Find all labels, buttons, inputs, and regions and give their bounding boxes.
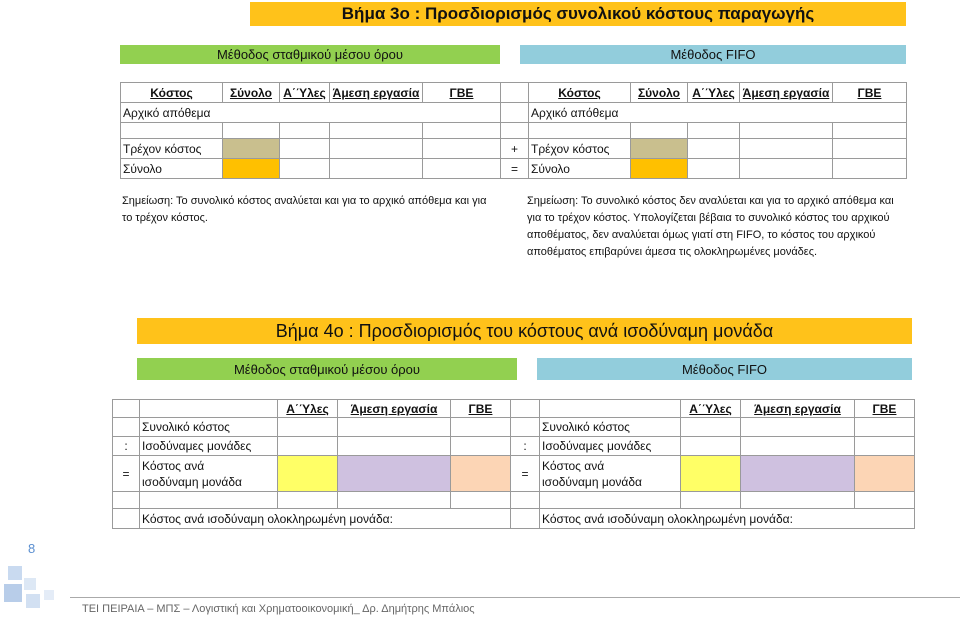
step4-equiv-units-row xyxy=(113,437,915,456)
spacer-cell xyxy=(501,103,529,123)
overhead-unit-cost-cell xyxy=(451,456,511,492)
divide-operator: : xyxy=(113,437,140,456)
equals-operator: = xyxy=(113,456,140,492)
step3-title: Βήμα 3ο : Προσδιορισμός συνολικού κόστους παραγωγής xyxy=(250,2,906,26)
header-total: Σύνολο xyxy=(223,83,280,103)
header-direct-labor-fifo: Άμεση εργασία xyxy=(740,83,833,103)
step4-fifo-method-header: Μέθοδος FIFO xyxy=(537,358,912,380)
equals-operator-fifo: = xyxy=(511,456,540,492)
opening-inventory-label: Αρχικό απόθεμα xyxy=(121,103,501,123)
materials-unit-cost-cell xyxy=(278,456,338,492)
step3-cost-table xyxy=(120,82,907,179)
header-total-fifo: Σύνολο xyxy=(631,83,688,103)
equiv-units-label-fifo: Ισοδύναμες μονάδες xyxy=(540,437,681,456)
header-materials: Α΄Ύλες xyxy=(278,400,338,418)
labor-unit-cost-cell xyxy=(338,456,451,492)
current-cost-total-cell xyxy=(223,139,280,159)
footer-divider xyxy=(70,597,960,598)
cost-per-unit-label: Κόστος ανά ισοδύναμη μονάδα xyxy=(140,456,278,492)
step3-current-row xyxy=(121,139,907,159)
step3-note-avg: Σημείωση: Το συνολικό κόστος αναλύεται και για το αρχικό απόθεμα και για το τρέχον κόστος. xyxy=(122,195,487,224)
header-materials: Α΄Ύλες xyxy=(280,83,330,103)
step4-cost-per-unit-row xyxy=(113,456,915,492)
completed-unit-cost-label-fifo: Κόστος ανά ισοδύναμη ολοκληρωμένη μονάδα: xyxy=(540,509,915,529)
labor-unit-cost-cell-fifo xyxy=(741,456,855,492)
footer-text: ΤΕΙ ΠΕΙΡΑΙΑ – ΜΠΣ – Λογιστική και Χρηματοοικονομική_ Δρ. Δημήτρης Μπάλιος xyxy=(82,603,475,615)
step4-total-cost-row xyxy=(113,418,915,437)
equiv-units-label: Ισοδύναμες μονάδες xyxy=(140,437,278,456)
total-label-fifo: Σύνολο xyxy=(529,159,631,179)
header-cost-fifo: Κόστος xyxy=(529,83,631,103)
materials-unit-cost-cell-fifo xyxy=(681,456,741,492)
step3-header-row xyxy=(121,83,907,103)
header-overhead-fifo: ΓΒΕ xyxy=(833,83,907,103)
total-cost-label: Συνολικό κόστος xyxy=(140,418,278,437)
page-number: 8 xyxy=(28,541,36,556)
step4-blank-row xyxy=(113,492,915,509)
divide-operator-fifo: : xyxy=(511,437,540,456)
header-cost: Κόστος xyxy=(121,83,223,103)
step4-title: Βήμα 4ο : Προσδιορισμός του κόστους ανά ισοδύναμη μονάδα xyxy=(137,318,912,344)
step3-fifo-method-header: Μέθοδος FIFO xyxy=(520,45,906,64)
step3-avg-method-header: Μέθοδος σταθμικού μέσου όρου xyxy=(120,45,500,64)
header-overhead-fifo: ΓΒΕ xyxy=(855,400,915,418)
overhead-unit-cost-cell-fifo xyxy=(855,456,915,492)
equals-operator: = xyxy=(501,159,529,179)
header-materials-fifo: Α΄Ύλες xyxy=(688,83,740,103)
cost-per-unit-label-fifo: Κόστος ανά ισοδύναμη μονάδα xyxy=(540,456,681,492)
header-direct-labor: Άμεση εργασία xyxy=(330,83,423,103)
step4-header-row xyxy=(113,400,915,418)
step4-unit-cost-table xyxy=(112,399,915,529)
total-cell xyxy=(223,159,280,179)
step3-opening-row xyxy=(121,103,907,123)
completed-unit-cost-label: Κόστος ανά ισοδύναμη ολοκληρωμένη μονάδα: xyxy=(140,509,511,529)
current-cost-label: Τρέχον κόστος xyxy=(121,139,223,159)
header-direct-labor-fifo: Άμεση εργασία xyxy=(741,400,855,418)
step4-completed-unit-row xyxy=(113,509,915,529)
header-overhead: ΓΒΕ xyxy=(423,83,501,103)
total-cost-label-fifo: Συνολικό κόστος xyxy=(540,418,681,437)
header-materials-fifo: Α΄Ύλες xyxy=(681,400,741,418)
plus-operator: + xyxy=(501,139,529,159)
step3-blank-row xyxy=(121,123,907,139)
opening-inventory-label-fifo: Αρχικό απόθεμα xyxy=(529,103,907,123)
decorative-squares-icon xyxy=(0,560,70,619)
current-cost-label-fifo: Τρέχον κόστος xyxy=(529,139,631,159)
total-cell-fifo xyxy=(631,159,688,179)
header-overhead: ΓΒΕ xyxy=(451,400,511,418)
header-direct-labor: Άμεση εργασία xyxy=(338,400,451,418)
step3-note-fifo: Σημείωση: Το συνολικό κόστος δεν αναλύεται και για το αρχικό απόθεμα και για το τρέχον κόστος. Υπολογίζεται βέβαια το συνολικό κόστος του αρχικού αποθέματος, δεν αναλύεται όμως γιατί στη FIFO, το κόστος του αρχικού αποθέματος επιβαρύνει άμεσα τις ολοκληρωμένες μονάδες. xyxy=(527,195,894,258)
total-label: Σύνολο xyxy=(121,159,223,179)
step4-avg-method-header: Μέθοδος σταθμικού μέσου όρου xyxy=(137,358,517,380)
step3-total-row xyxy=(121,159,907,179)
current-cost-total-cell-fifo xyxy=(631,139,688,159)
spacer-cell xyxy=(501,83,529,103)
